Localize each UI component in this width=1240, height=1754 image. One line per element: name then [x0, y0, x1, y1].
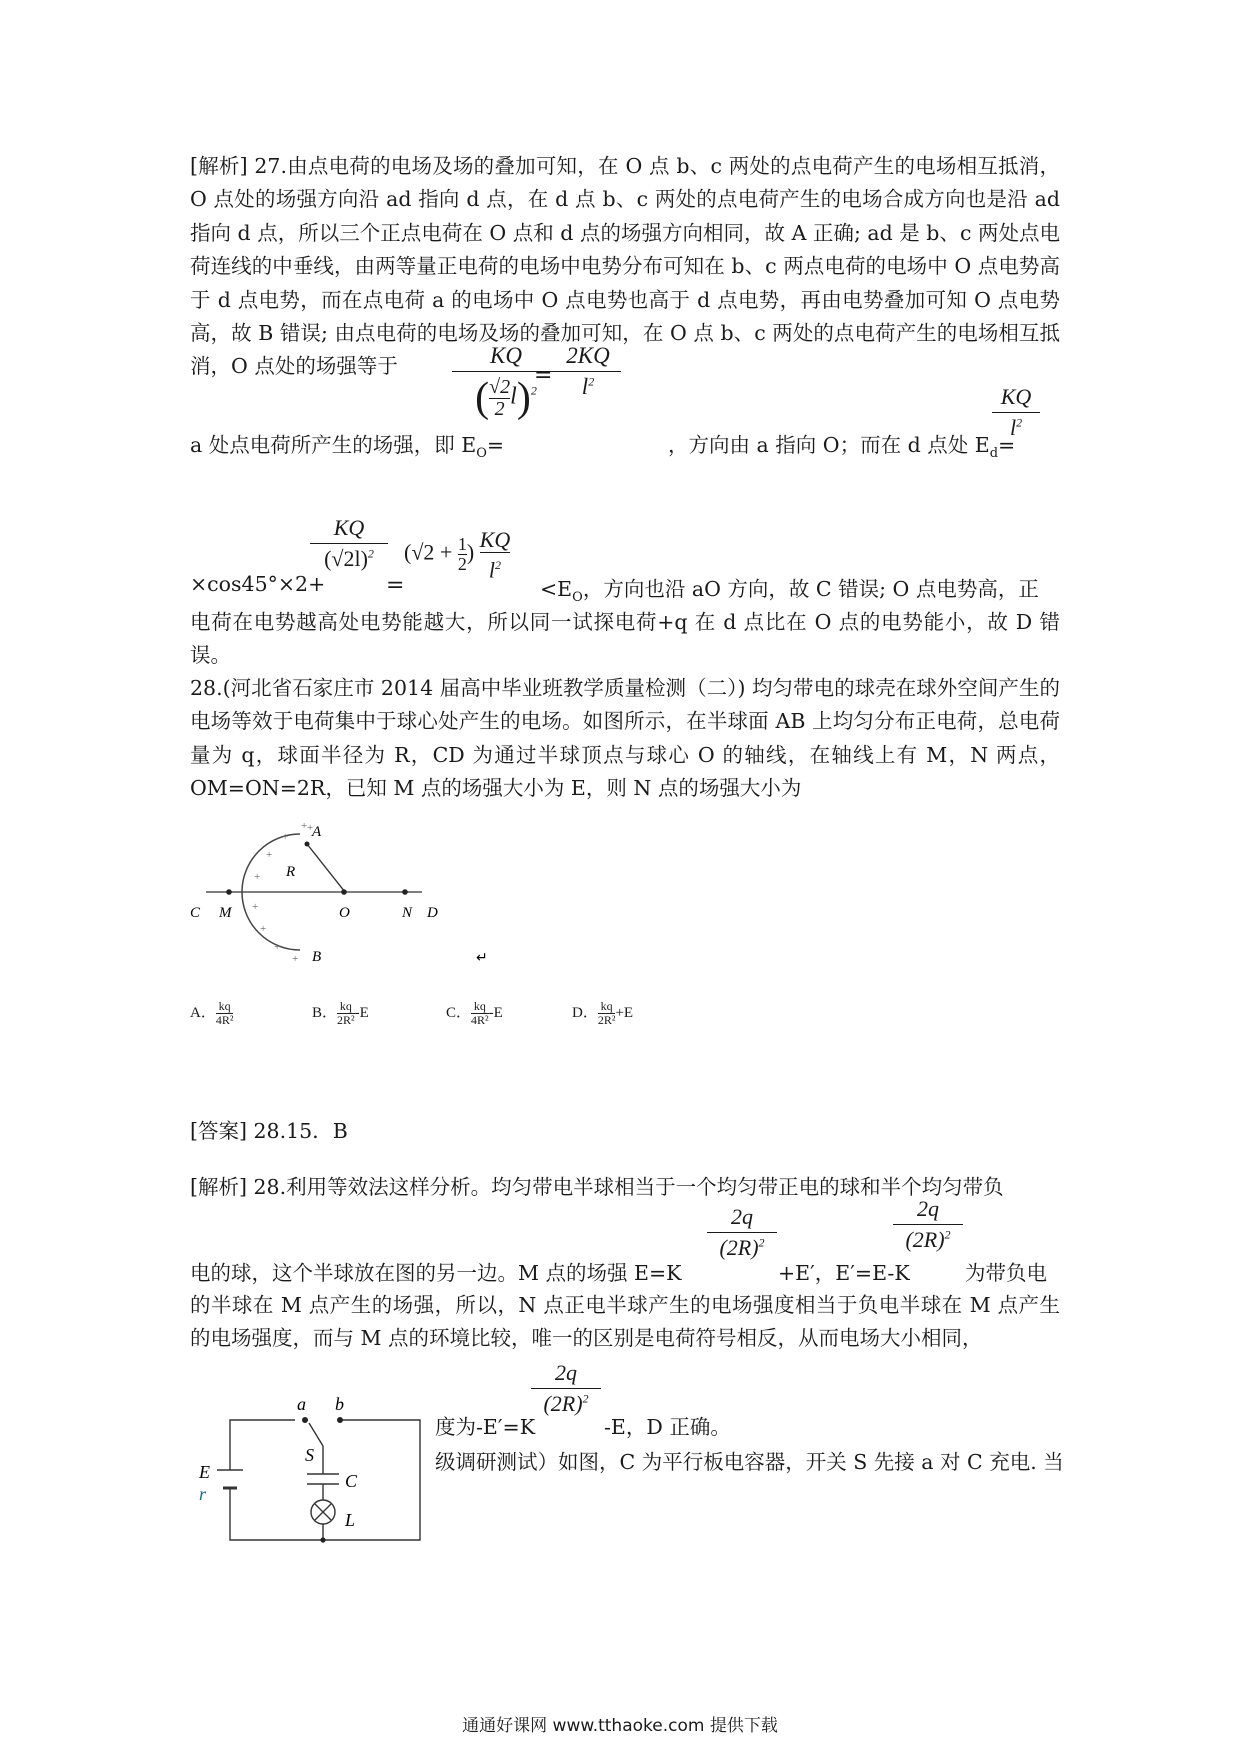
point-n-dot: [402, 889, 408, 895]
eo-formula-right: 2KQ $l^2$: [555, 343, 621, 400]
option-c[interactable]: C． $\frac{kq}{\text{4R²}}-E$: [446, 999, 503, 1027]
svg-text:+: +: [282, 831, 289, 843]
label-n: N: [402, 905, 413, 921]
analysis-27-conclusion: 电荷在电势越高处电势能越大，所以同一试探电荷+q 在 d 点比在 O 点的电势能小，故 D 错误。: [190, 610, 1060, 668]
analysis-28-line2c: 为带负电: [965, 1261, 1047, 1285]
svg-text:+: +: [252, 901, 259, 913]
ed-equals: =: [386, 573, 405, 598]
label-lamp: L: [345, 1510, 356, 1530]
point-m-dot: [226, 889, 232, 895]
label-r: R: [286, 864, 296, 880]
terminal-b: [337, 1417, 343, 1423]
label-b-terminal: b: [335, 1394, 344, 1414]
label-a: A: [312, 824, 322, 840]
ed-line-suffix: $<E_O$，方向也沿 aO 方向，故 C 错误; O 点电势高，正: [540, 577, 1039, 606]
answer-28: [答案] 28.15．B: [190, 1119, 348, 1143]
label-d: D: [427, 905, 438, 921]
field-n-formula: 2q $(2R)^2$: [531, 1360, 601, 1417]
analysis-28-line2b: +E′，E′=E-K: [778, 1261, 910, 1285]
option-b[interactable]: B． $\frac{kq}{\text{2R²}}-E$: [312, 999, 369, 1027]
eo-line: a 处点电荷所产生的场强，即 $E_O=$: [190, 433, 505, 462]
return-mark: ↵: [476, 951, 488, 966]
analysis-28-line5a: 度为-E′=K: [435, 1415, 536, 1439]
svg-text:+: +: [307, 822, 314, 834]
capacitor-circuit-diagram: [195, 1388, 435, 1550]
field-e-prime-formula: 2q $(2R)^2$: [893, 1196, 963, 1253]
eo-equals: =: [534, 363, 553, 388]
radius-line: [307, 844, 345, 892]
svg-text:+: +: [254, 871, 261, 883]
analysis-28-line1: [解析] 28.利用等效法这样分析。均匀带电半球相当于一个均匀带正电的球和半个均匀带负: [190, 1175, 1004, 1199]
svg-text:+: +: [266, 849, 273, 861]
terminal-a: [302, 1417, 308, 1423]
eo-numerator: KQ: [490, 343, 522, 368]
svg-text:+: +: [260, 923, 267, 935]
analysis-28-paragraph: 的半球在 M 点产生的场强，所以，N 点正电半球产生的电场强度相当于负电半球在 M 点产生的电场强度，而与 M 点的环境比较，唯一的区别是电荷符号相反，从而电场大小相同，: [190, 1293, 1060, 1351]
point-o-dot: [341, 889, 347, 895]
label-emf: E: [199, 1462, 210, 1482]
svg-text:+: +: [274, 941, 281, 953]
svg-text:+: +: [301, 820, 308, 832]
svg-text:+: +: [292, 953, 299, 965]
analysis-28-line2a: 电的球，这个半球放在图的另一边。M 点的场强 E=K: [190, 1261, 682, 1285]
label-a-terminal: a: [297, 1394, 306, 1414]
hemisphere-field-diagram: [190, 820, 490, 970]
analysis-28-line5b: -E，D 正确。: [604, 1415, 731, 1439]
ed-intro-line: ，方向由 a 指向 O；而在 d 点处 $E_d=$: [668, 433, 1016, 462]
label-c: C: [190, 905, 201, 921]
eo-denominator: ( $\frac{√2}{2}$ l)$^2$: [475, 375, 537, 421]
page-footer: 通通好课网 www.tthaoke.com 提供下载: [462, 1716, 778, 1736]
label-o: O: [339, 905, 350, 921]
radius-end-dot: [305, 842, 310, 847]
label-switch: S: [305, 1445, 314, 1465]
analysis-28-line6: 级调研测试）如图，C 为平行板电容器，开关 S 先接 a 对 C 充电. 当: [435, 1450, 1064, 1474]
option-a[interactable]: A． $\frac{kq}{\text{4R²}}$: [190, 999, 234, 1027]
label-capacitor: C: [345, 1471, 358, 1491]
switch-blade: [309, 1423, 323, 1446]
label-internal-resistance: r: [199, 1484, 207, 1504]
question-28-text: 28.(河北省石家庄市 2014 届高中毕业班教学质量检测（二）) 均匀带电的球壳在球外空间产生的电场等效于电荷集中于球心处产生的电场。如图所示，在半球面 AB 上均匀分布正电荷，总电荷量为 q，球面半径为 R，CD 为通过半球顶点与球心 O 的轴线，在轴线上有 M，N 两点，OM=ON=2R，已知 M 点的场强大小为 E，则 N 点的场强大小为: [190, 676, 1060, 801]
label-m: M: [219, 905, 232, 921]
option-d[interactable]: D． $\frac{kq}{\text{2R²}}+E$: [572, 999, 634, 1027]
ed-kq-l2: KQ $l^2$: [992, 384, 1040, 441]
label-b: B: [312, 949, 322, 965]
ed-line-prefix: ×cos45°×2+: [190, 572, 326, 596]
ed-formula-result: (√2 + $\frac{1}{2}$ ) $\frac{KQ}{l^2}$: [404, 527, 511, 583]
field-m-formula: 2q $(2R)^2$: [707, 1204, 777, 1261]
analysis-27-paragraph: [解析] 27.由点电荷的电场及场的叠加可知，在 O 点 b、c 两处的点电荷产生的电场相互抵消，O 点处的场强方向沿 ad 指向 d 点，在 d 点 b、c 两处的点电荷产生的电场合成方向也是沿 ad 指向 d 点，所以三个正点电荷在 O 点和 d 点的场强方向相同，故 A 正确; ad 是 b、c 两处点电荷连线的中垂线，由两等量正电荷的电场中电势分布可知在 b、c 两点电荷的电场中 O 点电势高于 d 点电势，而在点电荷 a 的电场中 O 点电势也高于 d 点电势，再由电势叠加可知 O 点电势高，故 B 错误; 由点电荷的电场及场的叠加可知，在 O 点 b、c 两处的点电荷产生的电场相互抵消，O 点处的场强等于: [190, 154, 1060, 379]
ed-formula-term: KQ $(√2l)^2$: [310, 515, 388, 572]
